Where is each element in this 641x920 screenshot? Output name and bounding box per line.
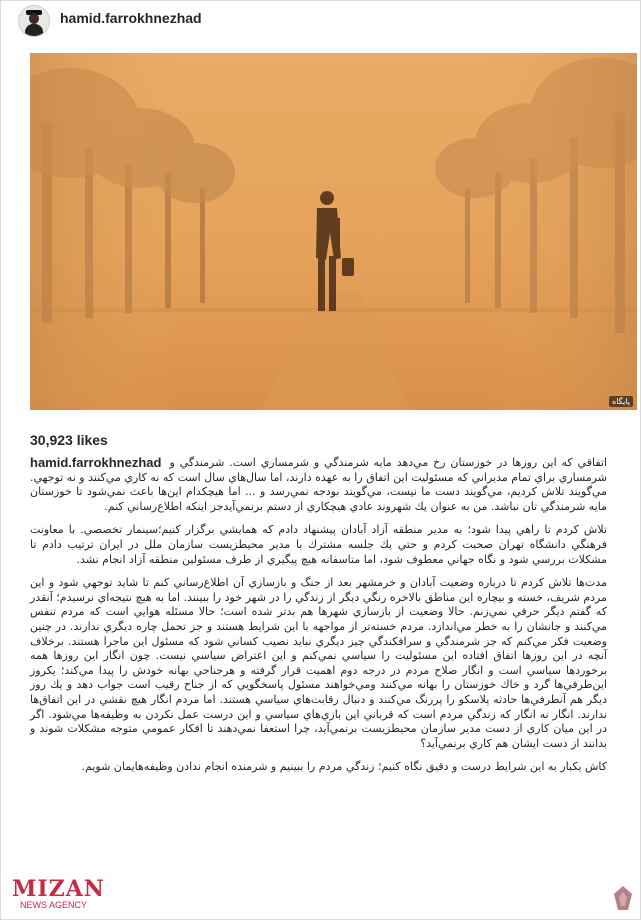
likes-count[interactable]: 30,923 likes	[30, 432, 108, 448]
watermark-subtitle: NEWS AGENCY	[20, 900, 88, 910]
watermark-brand: MIZAN	[12, 876, 105, 902]
caption-paragraph-2: تلاش كردم تا راهي پيدا شود؛ به مدير منطقه آزاد آبادان پيشنهاد دادم كه همايشي برگزار كنيم؛سينمار تخصصي. با معاونت فرهنگي دانشگاه تهران صحبت كردم و حتي يك جلسه مشترك با مدير محيطزيست سازمان ملل در ايران ترتيب دادم تا مشكلات بررسي شود و نگاه جهاني معطوف شود، اما متاسفانه هيچ پيگيري از طرف مسئولين منطقه آزاد انجام نشد.	[30, 523, 607, 566]
post-header	[0, 0, 641, 50]
body-shape	[25, 24, 43, 37]
caption-paragraph-3: مدت‌ها تلاش كردم تا درباره وضعيت آبادان و خرمشهر بعد از جنگ و بازسازي آن اطلاع‌رساني كنم تا شايد توجهي شود و اين مردم شريف، خسته و بيچاره اين مناطق بالاخره رنگي ديگر از زندگي را در شهر خود را ببينند. اما به هيچ نتيجه‌اي نرسيدم؛ آنقدر كه گفتم ديگر حرفي نمي‌زنم. حالا وضعيت از بازسازي شهرها هم بدتر شده است؛ حالا مسئله هوايي است كه مردم تنفس مي‌كنند و جانشان را به خطر مي‌اندازد. مردم خسته‌تر از مواجهه با اين شرايط هستند و جز تحمل چاره ديگري ندارند. در چنين وضعيت فكر مي‌كنم كه جز شرمندگي و سرافكندگي چيز ديگري نبايد نصيب كساني شود كه مسئول اين ماجرا هستند. برخلاف آنچه در اين روزها اتفاق افتاده اين مسئوليت را سياسي نمي‌كنم و اين اعتراض سياسي نيست. چون انگار اين روزها همه برخوردها سياسي است و انگار صلاح مردم در درجه دوم اهميت قرار گرفته و هرجناحي بهانه خودش را پيدا مي‌كند؛ يكروز اين‌طرفي‌ها گرد و خاك خوزستان را بهانه مي‌كنند ومي‌خواهند مسئول پاسخگويي كه از جناح رقيب است جواب دهد و يك روز ديگر هم آنطرفي‌ها حادثه پلاسكو را پررنگ مي‌كنند و دنبال رقابت‌هاي سياسي هستند. اما مردم انگار هيچ نقشي در اين اتفاق‌ها ندارند. انگار نه انگار كه زندگي مردم است كه قرباني اين بازي‌هاي سياسي و اين درست عمل نكردن به وظيفه‌ها مي‌شود. اگر در اين ميان كاري از دست مدير سازمان محيطزيست برنمي‌آيد، چرا استعفا نمي‌دهند تا افكار عمومي متوجه مشكلات شوند و بدانند از دست ايشان هم كاري برنمي‌آيد؟	[30, 576, 607, 750]
caption-username-link[interactable]: hamid.farrokhnezhad	[30, 455, 162, 470]
caption-paragraph-1: اتفاقي كه اين روزها در خوزستان رخ مي‌دهد مايه شرمندگي و شرمساري است. شرمندگي و شرمساري براي تمام مديراني كه مسئوليت اين اتفاق را به عهده دارند، اما سال‌هاي سال است كه نه كاري مي‌كنند و نه توجهي. مي‌گويند تلاش كرديم، مي‌گويند دست ما نيست، مي‌گويند بودجه نمي‌رسد و ... اما هيچكدام اين‌ها باعث نمي‌شود تا خوزستان مايه شرمندگي تان نباشد. من به عنوان يك شهروند عادي هيچكاري از دستم برنمي‌آيدجز اينكه اطلاع‌رساني كنم.	[30, 456, 607, 513]
caption-paragraph-4: كاش يكبار به اين شرايط درست و دقيق نگاه كنيم؛ زندگي مردم را ببينيم و شرمنده انجام ندادن وظيفه‌هايمان شويم.	[81, 760, 607, 774]
post-photo[interactable]	[30, 53, 637, 410]
post-username-link[interactable]: hamid.farrokhnezhad	[60, 10, 202, 26]
profile-avatar-icon[interactable]	[18, 5, 50, 37]
dust-storm-photo-icon	[30, 53, 637, 410]
head-shape	[29, 13, 39, 24]
photo-credit-label: پایگاه	[609, 396, 633, 407]
post-caption	[30, 456, 607, 784]
